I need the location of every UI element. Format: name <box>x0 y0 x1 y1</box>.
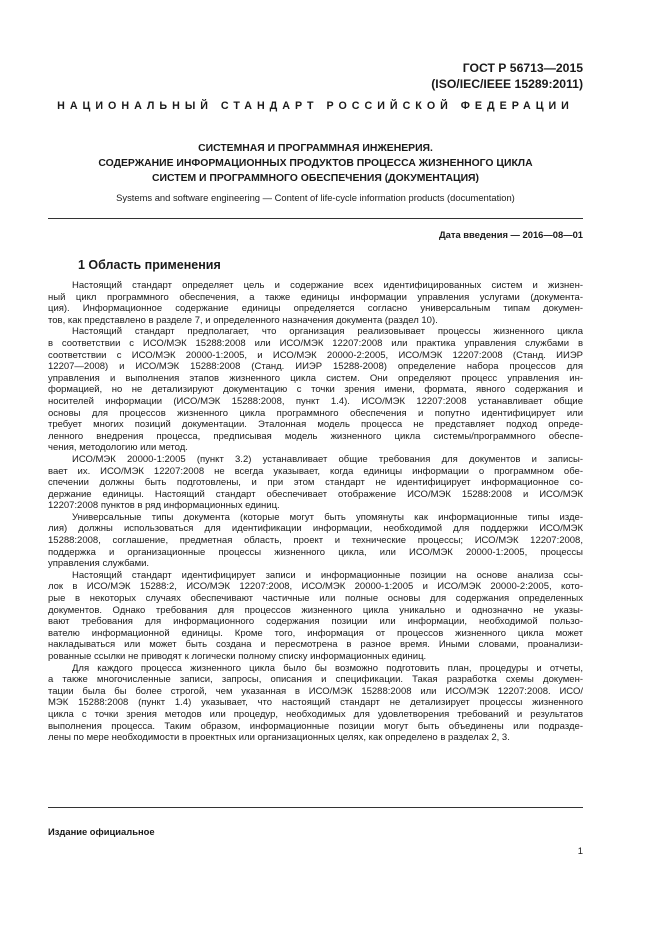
paragraph-line: выполнения процесса. Таким образом, информационные позиции могут быть объединены или подразде- <box>48 720 583 732</box>
paragraph-line: носителей информации (ИСО/МЭК 15288:2008, пункт 1.4). ИСО/МЭК 12207:2008 устанавливает общие <box>48 395 583 407</box>
paragraph-line: управления службами. <box>48 558 150 570</box>
paragraph-line: ленного внедрения процесса, предписывая модель жизненного цикла системы/программного обеспе- <box>48 430 583 442</box>
footer-divider <box>48 807 583 808</box>
paragraph-line: ция). Информационное содержание единицы определяется согласно универсальным типам докумен- <box>48 303 583 315</box>
title-line: СИСТЕМ И ПРОГРАММНОГО ОБЕСПЕЧЕНИЯ (ДОКУМЕНТАЦИЯ) <box>152 173 479 184</box>
paragraph-line: лены по мере необходимости в проектных или организационных целях, как определено в разделах 2, 3. <box>48 732 510 744</box>
document-header <box>431 60 583 92</box>
page-number: 1 <box>577 846 583 857</box>
paragraph-line: соответствии с ИСО/МЭК 20000-1:2005, и ИСО/МЭК 20000-2:2005, ИСО/МЭК 12207:2008 (Станд. ИИЭР <box>48 349 583 361</box>
paragraph-line: лок в ИСО/МЭК 15288:2, ИСО/МЭК 12207:2008, ИСО/МЭК 20000-1:2005 и ИСО/МЭК 20000-2:2005, кото- <box>48 581 583 593</box>
paragraph-line: рые в некоторых случаях обеспечивают частичные или полные основы для содержания определенных <box>48 593 583 605</box>
paragraph-line: накладываться или может быть создана и пересмотрена в разное время. Иными словами, проанализи- <box>48 639 583 651</box>
paragraph-line: чения, методологию или метод. <box>48 442 188 454</box>
paragraph-line: документов. Однако требования для процессов жизненного цикла уникально и однозначно не указы- <box>48 604 583 616</box>
paragraph <box>48 280 583 326</box>
title-line: СИСТЕМНАЯ И ПРОГРАММНАЯ ИНЖЕНЕРИЯ. <box>198 143 433 154</box>
standard-code: ГОСТ Р 56713—2015 <box>462 61 583 75</box>
paragraph-line: цикла с точки зрения методов или процедур, необходимых для удовлетворения требований и результатов <box>48 708 583 720</box>
paragraph-line: тов, как представлено в разделе 7, и определенного назначения документа (раздел 10). <box>48 314 438 326</box>
paragraph-line: Настоящий стандарт определяет цель и содержание всех идентифицированных систем и жизнен- <box>72 280 583 291</box>
header-divider <box>48 218 583 219</box>
paragraph <box>48 326 583 454</box>
paragraph-line: 12207:2008 пунктов в ряд информационных единиц. <box>48 500 280 512</box>
section-heading: 1 Область применения <box>78 258 221 272</box>
paragraph-line: спечении должны быть подготовлены, и при этом стандарт не идентифицирует информационное со- <box>48 477 583 489</box>
paragraph-line: ный цикл программного обеспечения, а также единицы информации управления услугами (документа- <box>48 291 583 303</box>
official-edition-label: Издание официальное <box>48 826 155 837</box>
introduction-date: Дата введения — 2016—08—01 <box>438 229 583 240</box>
paragraph-line: МЭК 15288:2008 (пункт 1.4) указывает, что настоящий стандарт не детализирует процессы жизненного <box>48 697 583 709</box>
english-title: Systems and software engineering — Content of life-cycle information products (documentation) <box>116 192 515 203</box>
paragraph <box>48 663 583 744</box>
paragraph <box>48 454 583 512</box>
paragraph-line: Для каждого процесса жизненного цикла было бы возможно подготовить план, процедуры и отчеты, <box>72 662 583 674</box>
section-body <box>48 280 583 744</box>
paragraph-line: а также многочисленные записи, запросы, описания и спецификации. Такая разработка схемы докумен- <box>48 674 583 686</box>
paragraph-line: требует многих позиций документации. Эталонная модель процесса не представляет подход опреде- <box>48 419 583 431</box>
title-line: СОДЕРЖАНИЕ ИНФОРМАЦИОННЫХ ПРОДУКТОВ ПРОЦЕССА ЖИЗНЕННОГО ЦИКЛА <box>98 158 533 169</box>
paragraph-line: ИСО/МЭК 20000-1:2005 (пункт 3.2) устанавливает общие требования для документов и записы- <box>72 453 583 465</box>
paragraph-line: рованные ссылки не приводят к логически полному списку информационных единиц. <box>48 651 427 662</box>
paragraph-line: вателю информационной единицы. Кроме того, информация от процессов жизненного цикла может <box>48 627 583 639</box>
paragraph-line: Настоящий стандарт предполагает, что организация реализовывает процессы жизненного цикла <box>72 326 583 338</box>
paragraph <box>48 570 583 663</box>
paragraph-line: Настоящий стандарт идентифицирует записи и информационные позиции на основе анализа ссы- <box>72 569 583 581</box>
paragraph-line: вает их. ИСО/МЭК 12207:2008 не всегда указывает, когда единицы информации о программном обе- <box>48 465 583 477</box>
paragraph-line: держание единицы. Настоящий стандарт обеспечивает отображение ИСО/МЭК 15288:2008 и ИСО/МЭК <box>48 488 583 500</box>
paragraph-line: лия) должны использоваться для идентификации информации, необходимой для поддержки ИСО/МЭК <box>48 523 583 535</box>
paragraph-line: тации была бы более строгой, чем указанная в ИСО/МЭК 15288:2008 или ИСО/МЭК 12207:2008. ИСО/ <box>48 685 583 697</box>
paragraph-line: поддержка и организационные процессы жизненного цикла, или ИСО/МЭК 20000-1:2005, процессы <box>48 546 583 558</box>
iso-code: (ISO/IEC/IEEE 15289:2011) <box>431 77 583 91</box>
paragraph-line: управления и выполнения этапов жизненного цикла систем. Они определяют процесс управления ин- <box>48 372 583 384</box>
paragraph-line: 15288:2008, соглашение, предметная область, проект и технические процессы; ИСО/МЭК 12207:2008, <box>48 535 583 547</box>
paragraph <box>48 512 583 570</box>
paragraph-line: 12207—2008) и ИСО/МЭК 15288:2008 (Станд. ИИЭР 15288-2008) определение набора процессов для <box>48 361 583 373</box>
document-title <box>48 141 583 186</box>
paragraph-line: в соответствии с ИСО/МЭК 15288:2008 или ИСО/МЭК 12207:2008 или практика управления службами в <box>48 337 583 349</box>
national-standard-banner: НАЦИОНАЛЬНЫЙ СТАНДАРТ РОССИЙСКОЙ ФЕДЕРАЦИИ <box>57 100 574 112</box>
paragraph-line: формацией, но не детализируют документацию с точки зрения имени, формата, явного содержания и <box>48 384 583 396</box>
paragraph-line: основы для процессов жизненного цикла программного обеспечения и попутно идентифицирует или <box>48 407 583 419</box>
paragraph-line: Универсальные типы документа (которые могут быть упомянуты как информационные типы изде- <box>72 511 583 523</box>
paragraph-line: вают требования для информационного содержания позиции или информации, необходимой пользо- <box>48 616 583 628</box>
